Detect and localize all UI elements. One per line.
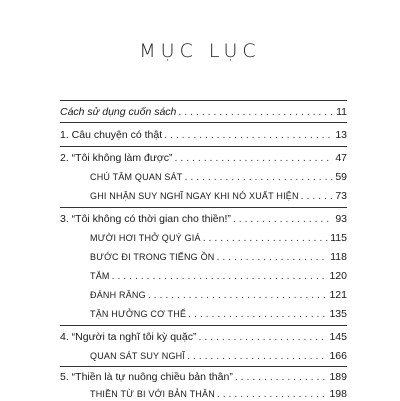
leader-dots bbox=[188, 307, 327, 321]
leader-dots bbox=[185, 170, 334, 184]
entry-page: 11 bbox=[336, 106, 347, 118]
entry-title: QUAN SÁT SUY NGHĨ bbox=[90, 351, 186, 361]
toc-entry-subsection[interactable] bbox=[90, 387, 347, 401]
entry-page: 120 bbox=[329, 270, 347, 282]
divider bbox=[60, 122, 347, 123]
entry-page: 198 bbox=[329, 388, 347, 400]
toc-entry-subsection[interactable] bbox=[90, 288, 347, 302]
entry-page: 121 bbox=[329, 289, 347, 301]
entry-page: 135 bbox=[329, 308, 347, 320]
toc-entry-subsection[interactable] bbox=[90, 189, 347, 203]
entry-page: 47 bbox=[335, 152, 347, 164]
entry-page: 73 bbox=[335, 190, 347, 202]
leader-dots bbox=[187, 349, 327, 363]
leader-dots bbox=[164, 128, 333, 142]
leader-dots bbox=[233, 212, 333, 226]
leader-dots bbox=[216, 250, 328, 264]
toc-entry-chapter[interactable] bbox=[60, 370, 347, 384]
entry-title: CHÚ TÂM QUAN SÁT bbox=[90, 172, 183, 182]
entry-title: 3. “Tôi không có thời gian cho thiền!” bbox=[60, 213, 231, 225]
entry-page: 145 bbox=[329, 331, 347, 343]
entry-page: 118 bbox=[330, 251, 347, 263]
leader-dots bbox=[198, 330, 327, 344]
entry-title: ĐÁNH RĂNG bbox=[90, 290, 146, 300]
entry-title: 5. “Thiền là tự nuông chiều bản thân” bbox=[60, 371, 233, 383]
entry-page: 13 bbox=[335, 129, 347, 141]
toc-entry-chapter[interactable] bbox=[60, 212, 347, 226]
entry-page: 189 bbox=[329, 371, 347, 383]
divider bbox=[60, 366, 347, 367]
entry-title: 1. Câu chuyện có thật bbox=[60, 129, 163, 141]
divider bbox=[60, 146, 347, 147]
leader-dots bbox=[217, 387, 328, 401]
entry-page: 59 bbox=[335, 171, 347, 183]
toc-entry-subsection[interactable] bbox=[90, 231, 347, 245]
leader-dots bbox=[235, 370, 328, 384]
entry-title: TẮM bbox=[90, 271, 110, 281]
entry-title: THIỀN TỪ BI VỚI BẢN THÂN bbox=[90, 389, 215, 399]
divider bbox=[60, 100, 347, 101]
toc-entry-subsection[interactable] bbox=[90, 307, 347, 321]
toc-entry-subsection[interactable] bbox=[90, 250, 347, 264]
toc-entry-subsection[interactable] bbox=[90, 170, 347, 184]
leader-dots bbox=[148, 288, 328, 302]
entry-title: Cách sử dụng cuốn sách bbox=[60, 106, 177, 118]
divider bbox=[60, 207, 347, 208]
entry-title: TẬN HƯỞNG CƠ THỂ bbox=[90, 309, 187, 319]
page-title: MỤC LỤC bbox=[139, 40, 261, 62]
entry-title: 4. “Người ta nghĩ tôi kỳ quặc” bbox=[60, 331, 197, 343]
toc-entry-subsection[interactable] bbox=[90, 269, 347, 283]
toc-entry-chapter[interactable] bbox=[60, 151, 347, 165]
entry-page: 166 bbox=[329, 350, 347, 362]
leader-dots bbox=[203, 231, 329, 245]
leader-dots bbox=[112, 269, 328, 283]
toc-entry-intro[interactable] bbox=[60, 105, 347, 119]
leader-dots bbox=[301, 189, 334, 203]
leader-dots bbox=[178, 105, 334, 119]
entry-page: 93 bbox=[335, 213, 347, 225]
leader-dots bbox=[175, 151, 334, 165]
toc-entry-chapter[interactable] bbox=[60, 128, 347, 142]
toc-entry-subsection[interactable] bbox=[90, 349, 347, 363]
entry-title: MƯỜI HƠI THỞ QUÝ GIÁ bbox=[90, 233, 201, 243]
entry-title: GHI NHẬN SUY NGHĨ NGAY KHI NÓ XUẤT HIỆN bbox=[90, 191, 299, 201]
entry-title: BƯỚC ĐI TRONG TIẾNG ỒN bbox=[90, 252, 215, 262]
entry-title: 2. “Tôi không làm được” bbox=[60, 152, 173, 164]
toc-entry-chapter[interactable] bbox=[60, 330, 347, 344]
divider bbox=[60, 325, 347, 326]
entry-page: 115 bbox=[330, 232, 347, 244]
